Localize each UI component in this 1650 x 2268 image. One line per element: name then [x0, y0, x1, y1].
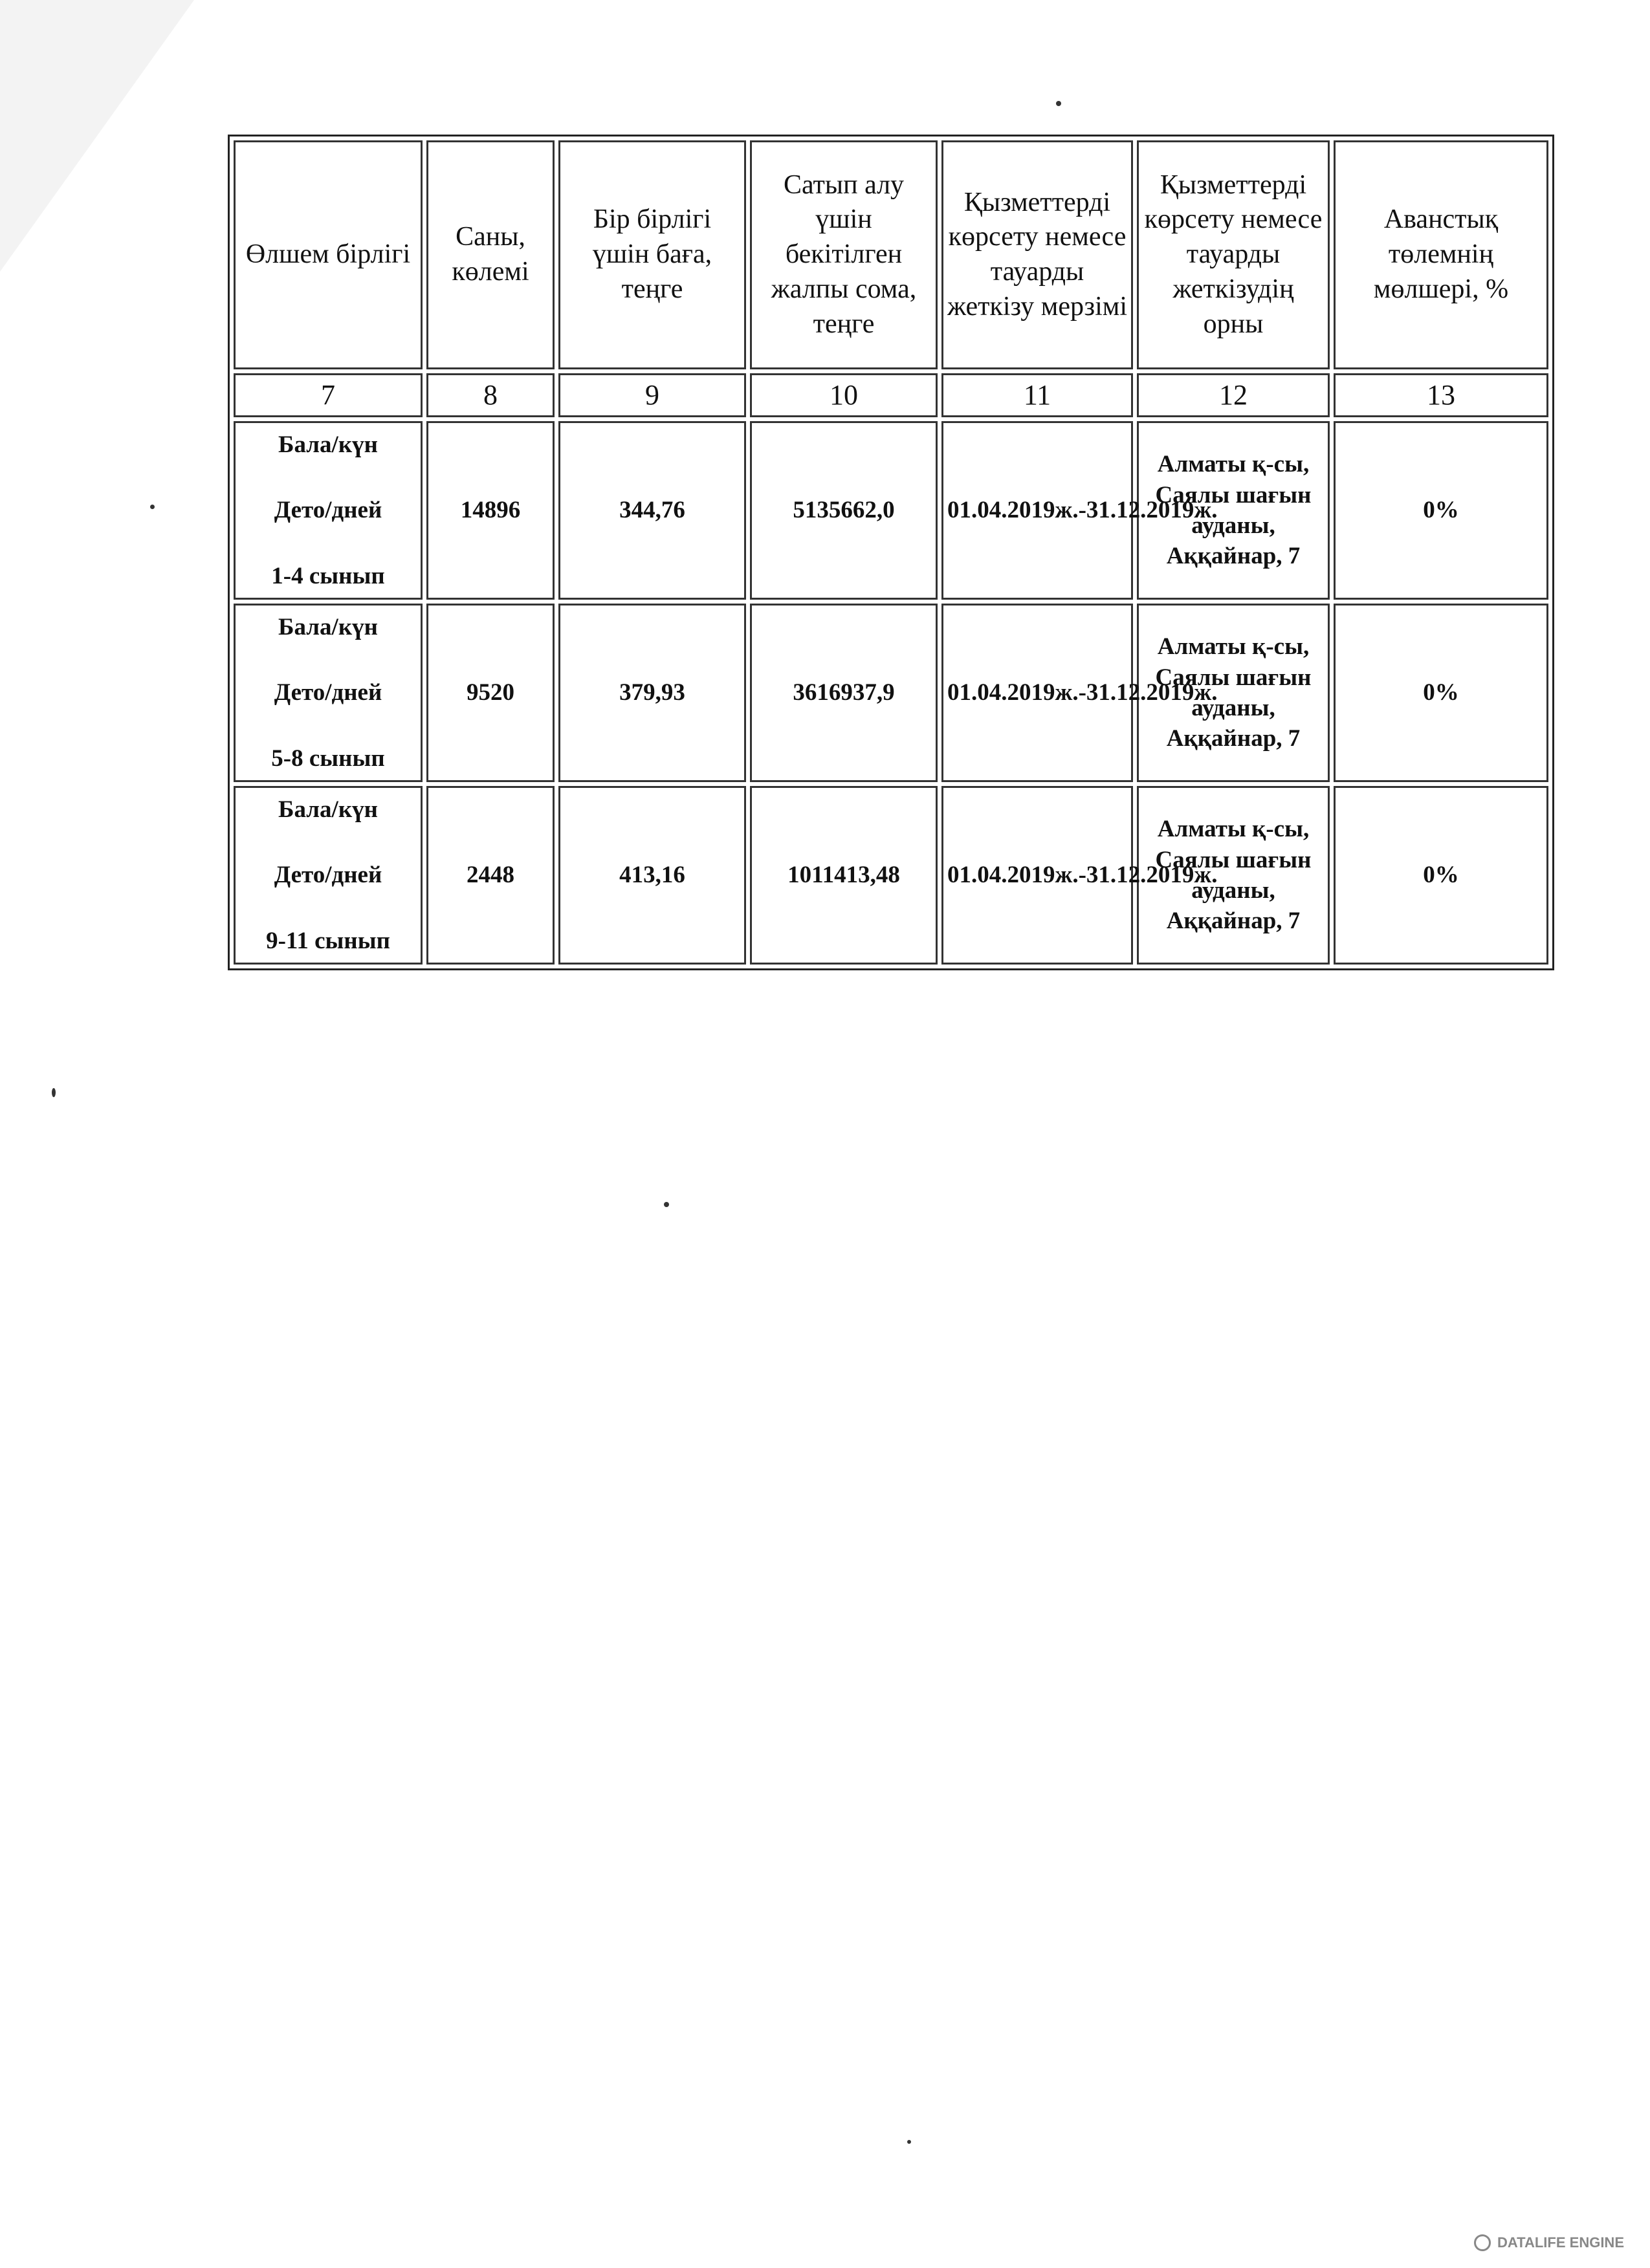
column-number: 11: [941, 373, 1133, 417]
column-number: 12: [1137, 373, 1330, 417]
scan-speck: [52, 1088, 56, 1097]
header-cell-quantity: Саны, көлемі: [426, 140, 555, 369]
grade-label: 5-8 сынып: [271, 745, 385, 772]
period-cell: 01.04.2019ж.-31.12.2019ж.: [941, 604, 1133, 782]
table-row: [234, 604, 1548, 782]
grade-label: 1-4 сынып: [271, 562, 385, 589]
watermark-logo-icon: [1474, 2234, 1491, 2251]
column-number: 8: [426, 373, 555, 417]
quantity-cell: 2448: [426, 786, 555, 965]
scan-speck: [150, 505, 155, 509]
total-cell: 5135662,0: [750, 421, 938, 600]
total-cell: 3616937,9: [750, 604, 938, 782]
total-cell: 1011413,48: [750, 786, 938, 965]
unit-price-cell: 379,93: [558, 604, 746, 782]
scan-page-edge: [0, 0, 194, 272]
place-cell: Алматы қ-сы, Саялы шағын ауданы, Аққайнар, 7: [1137, 604, 1330, 782]
unit-ru: Дето/дней: [274, 497, 382, 524]
period-cell: 01.04.2019ж.-31.12.2019ж.: [941, 421, 1133, 600]
header-cell-total: Сатып алу үшін бекітілген жалпы сома, теңге: [750, 140, 938, 369]
grade-label: 9-11 сынып: [266, 927, 390, 954]
unit-cell: [234, 786, 423, 965]
scan-speck: [907, 2140, 911, 2144]
procurement-table: [228, 135, 1554, 970]
advance-cell: 0%: [1334, 786, 1548, 965]
quantity-cell: 14896: [426, 421, 555, 600]
header-cell-place: Қызметтерді көрсету немесе тауарды жеткізудің орны: [1137, 140, 1330, 369]
place-cell: Алматы қ-сы, Саялы шағын ауданы, Аққайнар, 7: [1137, 786, 1330, 965]
watermark: [1474, 2234, 1624, 2251]
scan-speck: [664, 1202, 669, 1207]
unit-cell: [234, 421, 423, 600]
place-cell: Алматы қ-сы, Саялы шағын ауданы, Аққайнар, 7: [1137, 421, 1330, 600]
column-number-row: [234, 373, 1548, 417]
column-number: 10: [750, 373, 938, 417]
unit-ru: Дето/дней: [274, 679, 382, 706]
unit-cell: [234, 604, 423, 782]
unit-ru: Дето/дней: [274, 862, 382, 889]
header-cell-unit: Өлшем бірлігі: [234, 140, 423, 369]
unit-kz: Бала/күн: [278, 614, 378, 640]
unit-price-cell: 413,16: [558, 786, 746, 965]
unit-kz: Бала/күн: [278, 796, 378, 823]
header-cell-period: Қызметтерді көрсету немесе тауарды жеткізу мерзімі: [941, 140, 1133, 369]
advance-cell: 0%: [1334, 421, 1548, 600]
table-row: [234, 786, 1548, 965]
watermark-text: DATALIFE ENGINE: [1497, 2234, 1624, 2251]
column-number: 7: [234, 373, 423, 417]
header-cell-advance: Аванстық төлемнің мөлшері, %: [1334, 140, 1548, 369]
unit-price-cell: 344,76: [558, 421, 746, 600]
period-cell: 01.04.2019ж.-31.12.2019ж.: [941, 786, 1133, 965]
column-number: 9: [558, 373, 746, 417]
header-cell-unit-price: Бір бірлігі үшін баға, теңге: [558, 140, 746, 369]
advance-cell: 0%: [1334, 604, 1548, 782]
scan-speck: [1056, 101, 1061, 106]
unit-kz: Бала/күн: [278, 431, 378, 458]
table-row: [234, 421, 1548, 600]
quantity-cell: 9520: [426, 604, 555, 782]
column-number: 13: [1334, 373, 1548, 417]
header-row: [234, 140, 1548, 369]
